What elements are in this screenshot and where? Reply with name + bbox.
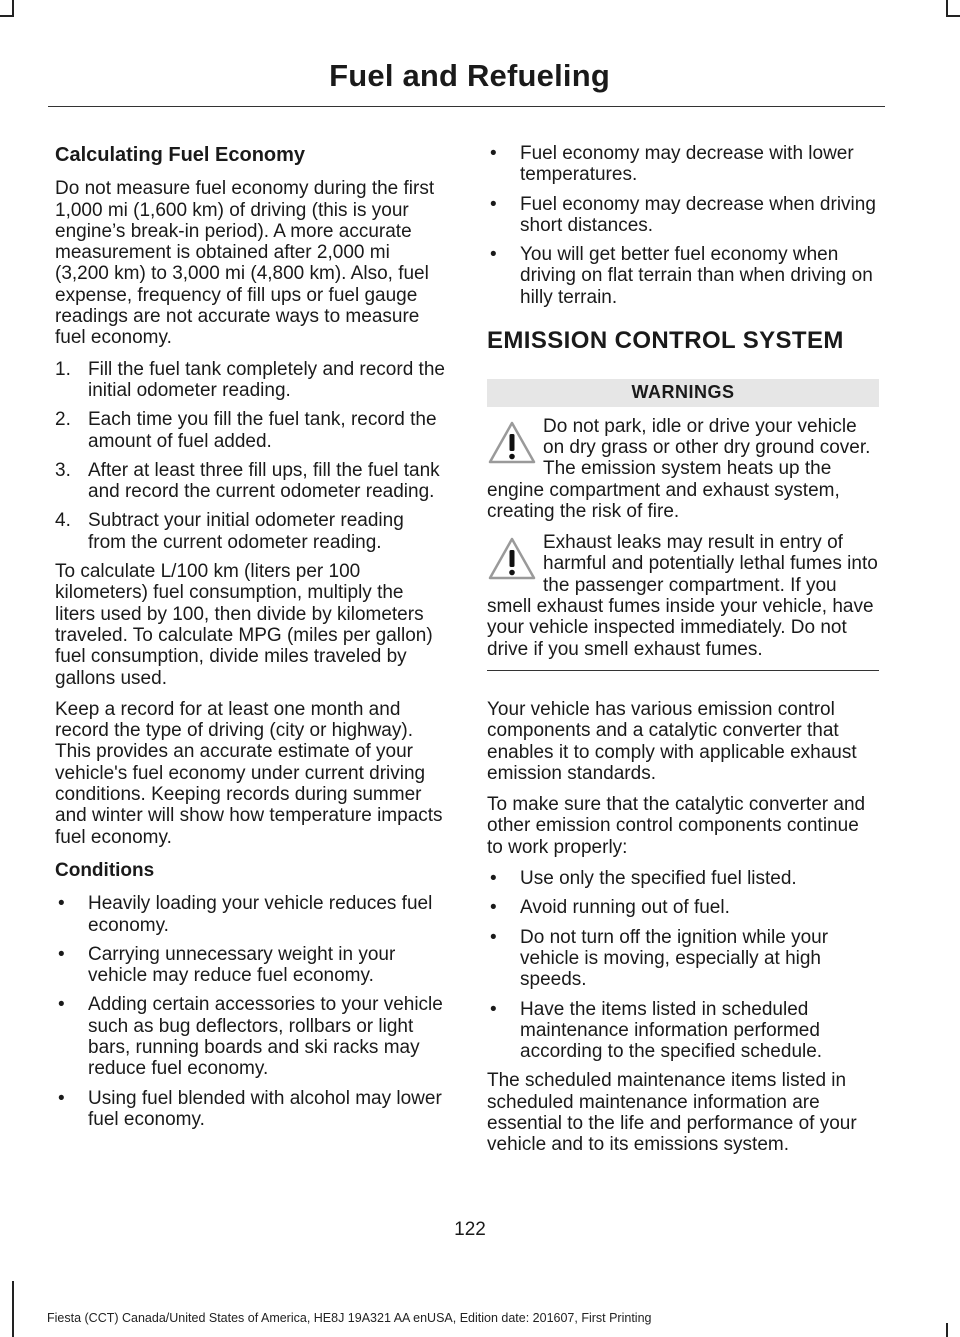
page-number: 122 xyxy=(454,1219,486,1240)
step-text: Subtract your initial odometer reading from the current odometer reading. xyxy=(88,510,404,553)
list-item xyxy=(487,194,879,237)
bullet: • xyxy=(490,143,497,164)
bullet: • xyxy=(490,897,497,919)
list-item-text: Carrying unnecessary weight in your vehicle may reduce fuel economy. xyxy=(88,943,396,987)
left-column xyxy=(55,143,447,1138)
list-item xyxy=(55,359,447,402)
page-title: Fuel and Refueling xyxy=(329,58,610,93)
warning-text: Exhaust leaks may result in entry of harmful and potentially lethal fumes into the passenger compartment. If you smell exhaust fumes inside your vehicle, have your vehicle inspected immediately. Do not drive if you smell exhaust fumes. xyxy=(487,532,878,660)
list-item xyxy=(487,927,879,991)
crop-mark xyxy=(12,0,14,16)
crop-mark xyxy=(946,1323,948,1337)
list-item xyxy=(55,1088,447,1131)
warning-item xyxy=(487,532,879,660)
bullet: • xyxy=(58,1087,65,1109)
list-item xyxy=(487,244,879,308)
step-text: Each time you fill the fuel tank, record the amount of fuel added. xyxy=(88,409,437,452)
record-paragraph: Keep a record for at least one month and record the type of driving (city or highway). This provides an accurate estimate of your vehicle's fuel economy under current driving conditions. Keeping records during summer and winter will show how temperature impacts fuel economy. xyxy=(55,698,443,848)
list-item-text: Avoid running out of fuel. xyxy=(520,897,730,919)
steps-list xyxy=(55,359,447,553)
right-column xyxy=(487,143,879,1166)
bullet: • xyxy=(490,926,497,948)
list-item-text: Have the items listed in scheduled maintenance information performed according to the specified schedule. xyxy=(520,998,823,1063)
list-item-text: Fuel economy may decrease with lower temperatures. xyxy=(520,143,854,186)
crop-mark xyxy=(946,15,960,17)
step-number: 3. xyxy=(55,459,71,481)
list-item xyxy=(487,868,879,889)
bullet: • xyxy=(490,244,497,266)
emission-paragraph: To make sure that the catalytic converter and other emission control components continue to work properly: xyxy=(487,794,866,858)
list-item-text: Using fuel blended with alcohol may lower fuel economy. xyxy=(88,1087,442,1130)
step-text: Fill the fuel tank completely and record the initial odometer reading. xyxy=(88,358,445,401)
list-item xyxy=(55,510,447,553)
list-item xyxy=(487,999,879,1063)
economy-bullets xyxy=(487,143,879,308)
list-item-text: Use only the specified fuel listed. xyxy=(520,868,797,890)
bullet: • xyxy=(58,943,65,965)
section-heading: Calculating Fuel Economy xyxy=(55,144,306,166)
bullet: • xyxy=(58,994,65,1016)
list-item xyxy=(487,143,879,186)
subsection-heading: Conditions xyxy=(55,859,155,881)
bullet: • xyxy=(58,893,65,915)
list-item-text: Adding certain accessories to your vehicle such as bug deflectors, rollbars or light bars, running boards and ski racks may reduce fuel economy. xyxy=(88,994,443,1080)
step-text: After at least three fill ups, fill the fuel tank and record the current odometer reading. xyxy=(88,459,440,503)
list-item xyxy=(55,944,447,987)
warning-text: Do not park, idle or drive your vehicle on dry grass or other dry ground cover. The emission system heats up the engine compartment and exhaust system, creating the risk of fire. xyxy=(487,415,871,522)
warnings-divider xyxy=(487,670,879,671)
warnings-banner: WARNINGS xyxy=(487,379,879,406)
list-item-text: Fuel economy may decrease when driving short distances. xyxy=(520,193,876,236)
footer-text: Fiesta (CCT) Canada/United States of America, HE8J 19A321 AA enUSA, Edition date: 201607, First Printing xyxy=(47,1311,652,1325)
list-item-text: You will get better fuel economy when driving on flat terrain than when driving on hilly terrain. xyxy=(520,244,873,308)
chapter-heading: EMISSION CONTROL SYSTEM xyxy=(487,327,844,355)
crop-mark xyxy=(0,15,14,17)
calculation-paragraph: To calculate L/100 km (liters per 100 kilometers) fuel consumption, multiply the liters used by 100, then divide by kilometers traveled. To calculate MPG (miles per gallon) fuel consumption, divide miles traveled by gallons used. xyxy=(55,561,433,689)
list-item xyxy=(55,893,447,936)
warning-item xyxy=(487,416,879,522)
emission-paragraph: Your vehicle has various emission control components and a catalytic converter that enables it to comply with applicable exhaust emission standards. xyxy=(487,698,857,784)
step-number: 4. xyxy=(55,510,71,532)
header-divider xyxy=(48,106,885,107)
list-item xyxy=(55,460,447,503)
emission-bullets xyxy=(487,868,879,1062)
list-item xyxy=(487,897,879,918)
step-number: 1. xyxy=(55,358,71,380)
list-item xyxy=(55,409,447,452)
list-item xyxy=(55,994,447,1079)
crop-mark xyxy=(946,0,948,16)
bullet: • xyxy=(490,868,497,890)
conditions-list xyxy=(55,893,447,1130)
step-number: 2. xyxy=(55,409,71,431)
bullet: • xyxy=(490,193,497,215)
emission-paragraph: The scheduled maintenance items listed in scheduled maintenance information are essential to the life and performance of your vehicle and to its emissions system. xyxy=(487,1070,857,1156)
crop-mark xyxy=(12,1281,14,1337)
intro-paragraph: Do not measure fuel economy during the first 1,000 mi (1,600 km) of driving (this is your engine’s break-in period). A more accurate measurement is obtained after 2,000 mi (3,200 km) to 3,000 mi (4,800 km). Also, fuel expense, frequency of fill ups or fuel gauge readings are not accurate ways to measure fuel economy. xyxy=(55,178,435,349)
list-item-text: Heavily loading your vehicle reduces fuel economy. xyxy=(88,893,433,936)
warning-triangle-icon xyxy=(487,420,537,466)
list-item-text: Do not turn off the ignition while your vehicle is moving, especially at high speeds. xyxy=(520,926,829,991)
bullet: • xyxy=(490,998,497,1020)
warning-triangle-icon xyxy=(487,536,537,582)
